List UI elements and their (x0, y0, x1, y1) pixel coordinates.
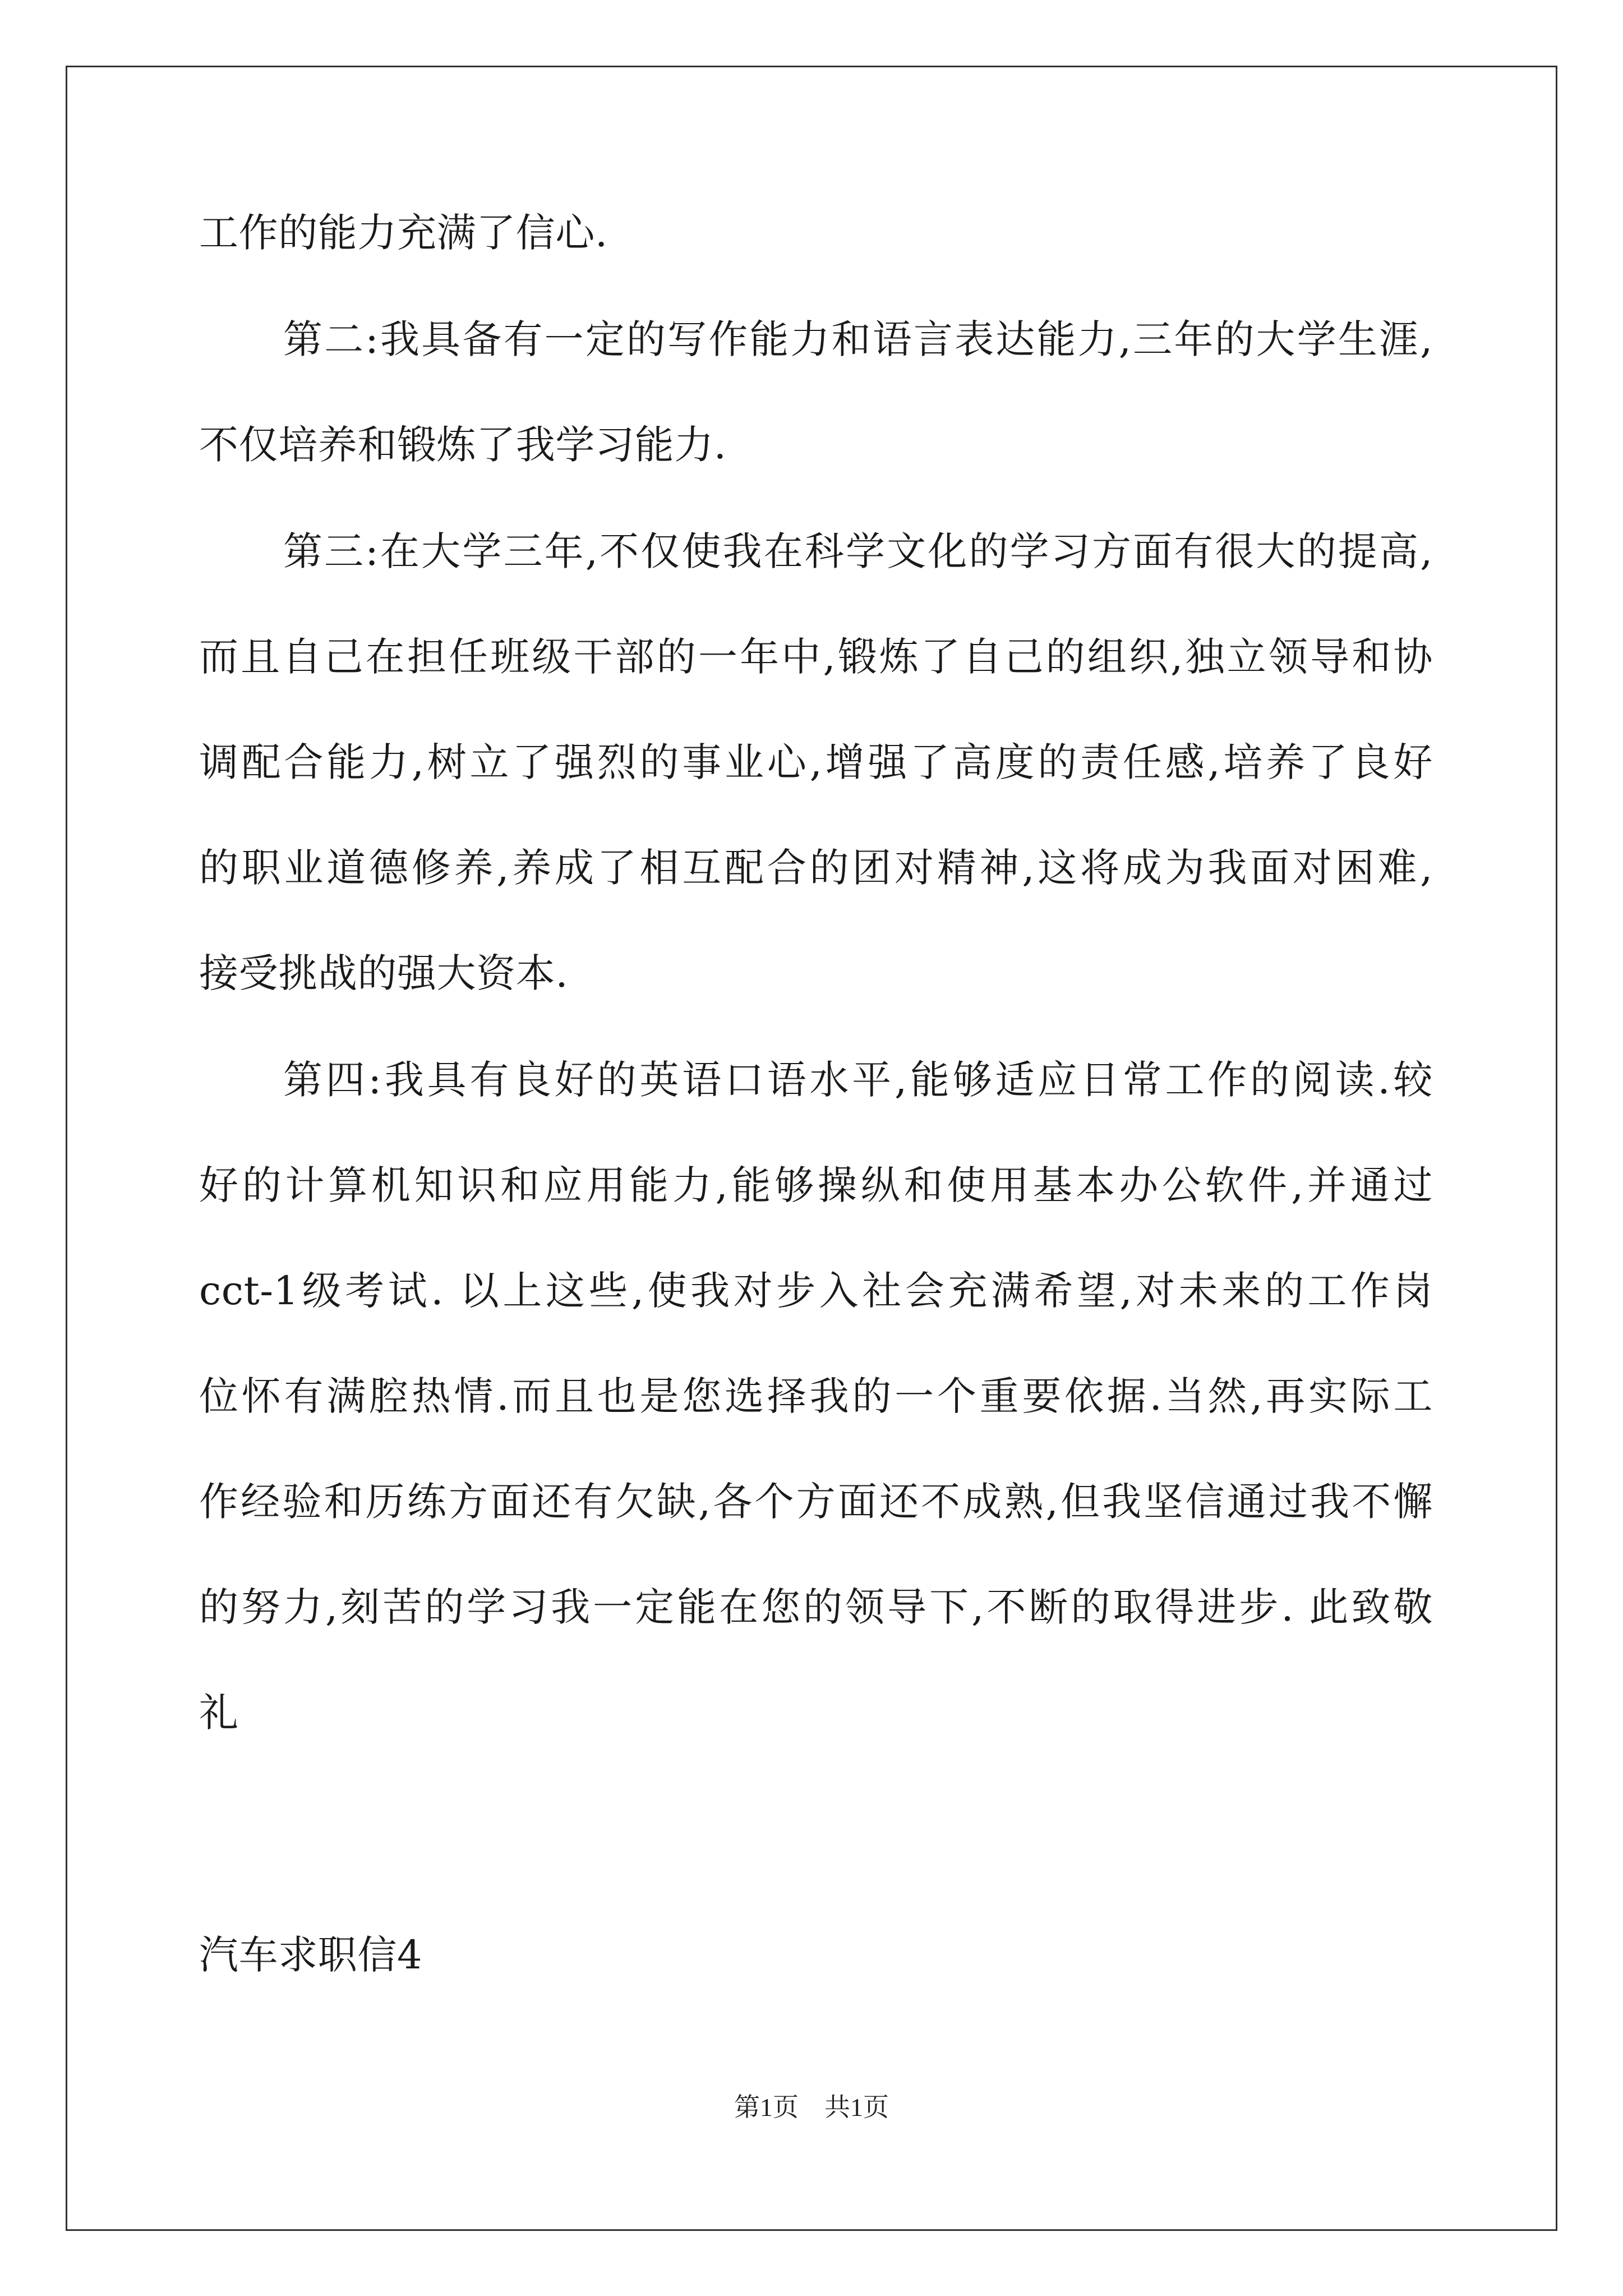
page-frame (66, 66, 1557, 2231)
paragraph-4-line-5: 作经验和历练方面还有欠缺,各个方面还不成熟,但我坚信通过我不懈 (199, 1479, 1433, 1525)
page-footer: 第1页 共1页 (734, 2093, 889, 2122)
paragraph-4-line-1: 第四:我具有良好的英语口语水平,能够适应日常工作的阅读.较 (283, 1057, 1433, 1103)
paragraph-3-line-3: 调配合能力,树立了强烈的事业心,增强了高度的责任感,培养了良好 (199, 739, 1433, 785)
paragraph-4-line-2: 好的计算机知识和应用能力,能够操纵和使用基本办公软件,并通过 (199, 1162, 1433, 1208)
paragraph-2-line-1: 第二:我具备有一定的写作能力和语言表达能力,三年的大学生涯, (283, 316, 1433, 362)
paragraph-3-line-4: 的职业道德修养,养成了相互配合的团对精神,这将成为我面对困难, (199, 845, 1433, 891)
section-title: 汽车求职信4 (199, 1932, 423, 1978)
paragraph-3-line-1: 第三:在大学三年,不仅使我在科学文化的学习方面有很大的提高, (283, 528, 1433, 574)
paragraph-4-line-7: 礼 (199, 1690, 239, 1736)
paragraph-4-line-6: 的努力,刻苦的学习我一定能在您的领导下,不断的取得进步. 此致敬 (199, 1584, 1433, 1630)
paragraph-3-line-5: 接受挑战的强大资本. (199, 950, 569, 996)
paragraph-4-line-4: 位怀有满腔热情.而且也是您选择我的一个重要依据.当然,再实际工 (199, 1373, 1433, 1419)
text-line-1: 工作的能力充满了信心. (199, 210, 608, 256)
paragraph-2-line-2: 不仅培养和锻炼了我学习能力. (199, 422, 727, 468)
paragraph-3-line-2: 而且自己在担任班级干部的一年中,锻炼了自己的组织,独立领导和协 (199, 634, 1433, 680)
paragraph-4-line-3: cct-1级考试. 以上这些,使我对步入社会充满希望,对未来的工作岗 (199, 1268, 1433, 1314)
